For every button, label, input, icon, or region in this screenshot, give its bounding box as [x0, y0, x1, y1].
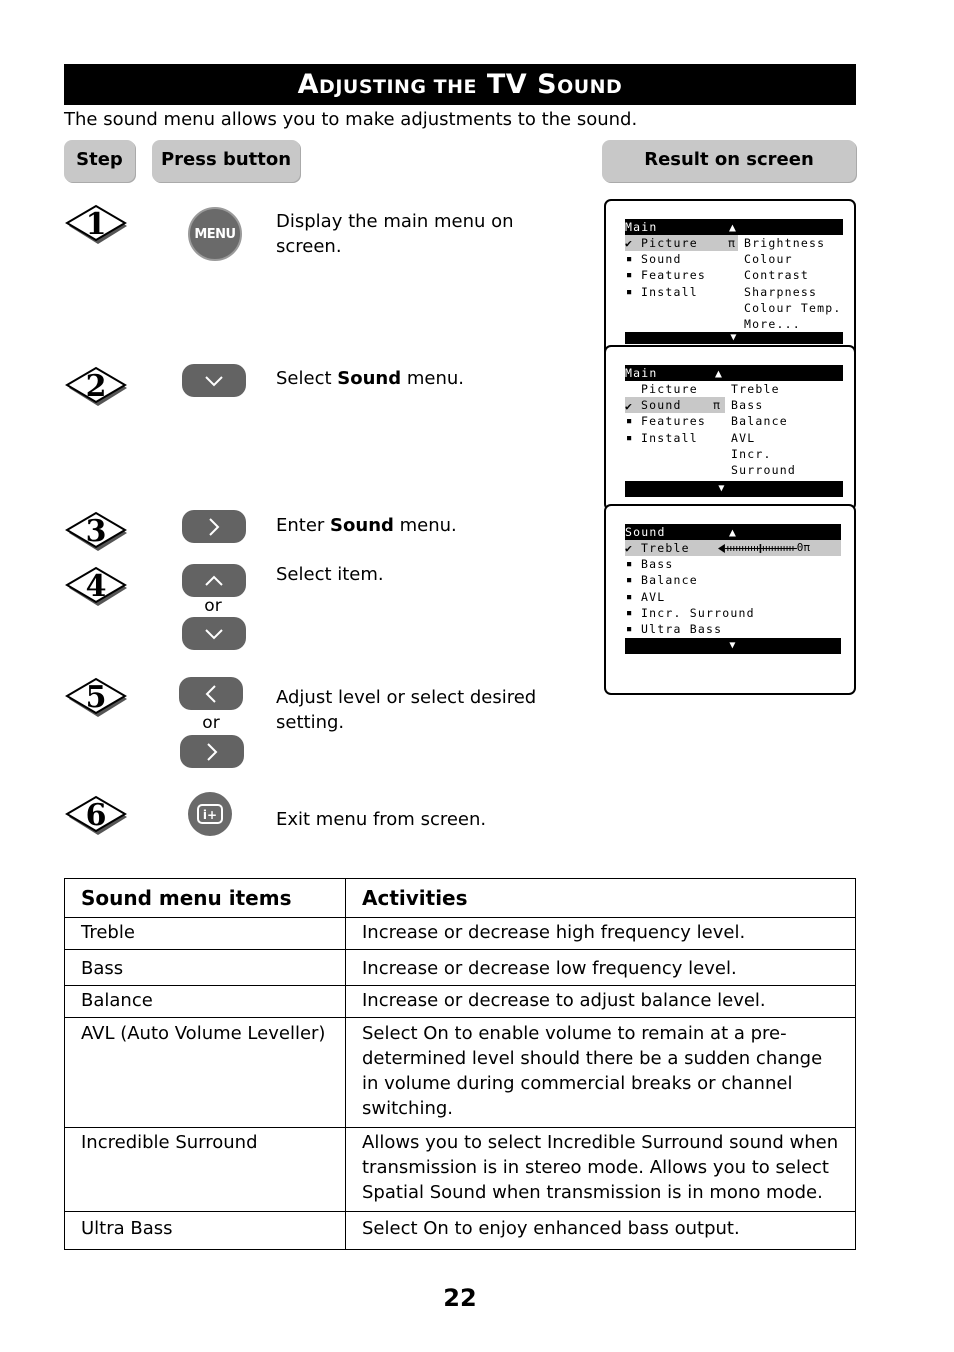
- right-button[interactable]: [182, 510, 246, 543]
- chevron-down-icon: [204, 628, 224, 640]
- table-row: [65, 1212, 856, 1250]
- osd-item: Contrast: [744, 268, 809, 283]
- menu-button[interactable]: MENU: [188, 207, 242, 261]
- osd-item: Picture: [641, 382, 698, 396]
- step-3-icon: [65, 511, 131, 551]
- osd-item: AVL: [731, 430, 756, 445]
- text: menu.: [401, 368, 464, 389]
- bullet-icon: ■: [627, 560, 633, 569]
- step-header: Step: [64, 140, 135, 182]
- osd-bullets: [627, 556, 632, 637]
- osd-item: More...: [744, 317, 801, 332]
- osd-title: Main: [625, 366, 658, 380]
- osd-item: Features: [641, 268, 706, 283]
- step-number: 6: [85, 798, 107, 833]
- intro-text: The sound menu allows you to make adjustments to the sound.: [64, 109, 638, 130]
- step-3-text: [276, 513, 576, 538]
- or-label: or: [202, 713, 220, 733]
- table-row: [65, 986, 856, 1018]
- text: Exit menu from screen.: [276, 809, 487, 830]
- bullet-icon: ■: [627, 576, 633, 585]
- table-cell: Allows you to select Incredible Surround sound when transmission is in stereo mode. Allows you to select Spatial Sound when transmission is in mono mode.: [346, 1128, 856, 1212]
- chevron-left-icon: [205, 684, 217, 704]
- osd-item: Ultra Bass: [641, 622, 723, 637]
- osd-body: [625, 235, 843, 332]
- table-cell: Balance: [65, 986, 346, 1018]
- table-header-cell: Sound menu items: [65, 879, 346, 918]
- title-part: OUND: [557, 76, 623, 98]
- text: Enter: [276, 515, 331, 536]
- check-icon: ✔: [625, 541, 634, 555]
- osd-left-list: [641, 235, 706, 300]
- down-button[interactable]: [182, 617, 246, 650]
- table-cell: AVL (Auto Volume Leveller): [65, 1018, 346, 1128]
- bullet-icon: ■: [627, 255, 633, 264]
- slider-track-icon: [718, 543, 809, 554]
- tv-screen-sound-menu: [604, 504, 856, 695]
- step-number: 4: [85, 569, 107, 604]
- step-5-icon: [65, 677, 131, 717]
- or-label: or: [204, 596, 222, 616]
- step-number: 5: [85, 680, 107, 715]
- submenu-arrow-icon: π: [803, 541, 810, 555]
- osd-item: Sound: [641, 252, 682, 267]
- osd-item: Colour: [744, 252, 793, 267]
- bullet-icon: ■: [627, 287, 633, 296]
- table-cell: Increase or decrease to adjust balance level.: [346, 986, 856, 1018]
- osd-item: Bass: [731, 398, 764, 413]
- up-arrow-icon: ▲: [729, 525, 738, 539]
- text: Adjust level or select desired setting.: [276, 687, 537, 733]
- table-cell: Bass: [65, 950, 346, 986]
- press-button-header: Press button: [152, 140, 300, 182]
- step-6-icon: [65, 795, 131, 835]
- sound-menu-items-table: [64, 878, 856, 1250]
- chevron-down-icon: [204, 375, 224, 387]
- text: Select: [276, 368, 338, 389]
- up-arrow-icon: ▲: [729, 220, 738, 234]
- page-number: 22: [443, 1284, 477, 1312]
- osd-item: Incr. Surround: [641, 605, 755, 620]
- osd-item: Balance: [641, 573, 698, 588]
- osd-header: [625, 365, 843, 381]
- tv-screen-main-sound: [604, 345, 856, 511]
- result-header: Result on screen: [602, 140, 856, 182]
- text: Sound: [330, 515, 394, 536]
- osd-menu: [625, 219, 843, 344]
- osd-item: Sound: [641, 398, 682, 413]
- slider-value: 0: [796, 541, 804, 555]
- right-button[interactable]: [180, 735, 244, 768]
- bullet-icon: ■: [627, 271, 633, 280]
- table-row: [65, 1018, 856, 1128]
- info-icon: [197, 804, 223, 824]
- chevron-up-icon: [204, 575, 224, 587]
- osd-header: [625, 219, 843, 235]
- osd-bullets: [627, 413, 632, 445]
- osd-item: Colour Temp.: [744, 300, 842, 315]
- text: menu.: [393, 515, 457, 536]
- step-5-text: [276, 685, 541, 735]
- osd-item: Sharpness: [744, 284, 818, 299]
- osd-item: Install: [641, 284, 698, 299]
- down-arrow-icon: ▼: [718, 483, 726, 494]
- table-row: [65, 950, 856, 986]
- title-part: A: [297, 69, 320, 100]
- table-cell: Treble: [65, 918, 346, 950]
- info-exit-button[interactable]: [188, 792, 232, 836]
- osd-title: Main: [625, 220, 658, 234]
- left-button[interactable]: [179, 677, 243, 710]
- table-header-cell: Activities: [346, 879, 856, 918]
- osd-menu: [625, 365, 843, 497]
- down-arrow-icon: ▼: [730, 332, 738, 343]
- bullet-icon: ■: [627, 592, 633, 601]
- table-cell: Ultra Bass: [65, 1212, 346, 1250]
- tv-screen-main-picture: [604, 199, 856, 358]
- step-1-text: [276, 209, 576, 259]
- table-row: [65, 918, 856, 950]
- submenu-arrow-icon: π: [713, 398, 722, 413]
- down-arrow-icon: ▼: [729, 640, 737, 651]
- osd-item: Treble: [641, 541, 690, 555]
- table-header-row: [65, 879, 856, 918]
- treble-slider[interactable]: [718, 543, 810, 554]
- step-4-icon: [65, 566, 131, 606]
- title-part: TV: [486, 69, 528, 100]
- table-cell: Incredible Surround: [65, 1128, 346, 1212]
- step-4-text: [276, 562, 576, 587]
- step-2-text: [276, 366, 576, 391]
- step-6-text: [276, 807, 576, 832]
- osd-item: Ultra Bass: [731, 479, 813, 494]
- up-button[interactable]: [182, 564, 246, 597]
- step-2-icon: [65, 366, 131, 406]
- osd-item: Features: [641, 414, 706, 429]
- osd-left-list: [641, 381, 706, 446]
- osd-right-list: [744, 235, 841, 332]
- osd-header: [625, 524, 841, 540]
- step-number: 3: [85, 514, 107, 549]
- step-number: 1: [85, 207, 107, 242]
- step-1-icon: [65, 204, 131, 244]
- text: Select item.: [276, 564, 384, 585]
- osd-item: Treble: [731, 382, 780, 396]
- osd-left-list: [641, 540, 755, 637]
- osd-footer: [625, 638, 841, 654]
- chevron-right-icon: [206, 742, 218, 762]
- chevron-right-icon: [208, 517, 220, 537]
- osd-item: AVL: [641, 589, 666, 604]
- osd-item: Bass: [641, 557, 674, 572]
- table-cell: Select On to enjoy enhanced bass output.: [346, 1212, 856, 1250]
- osd-title: Sound: [625, 525, 666, 539]
- table-cell: Increase or decrease high frequency level.: [346, 918, 856, 950]
- bullet-icon: ■: [627, 433, 633, 442]
- osd-item: Balance: [731, 414, 788, 429]
- check-icon: ✔: [625, 399, 634, 413]
- osd-item: Incr. Surround: [731, 446, 796, 478]
- osd-body: [625, 381, 843, 494]
- text: Sound: [337, 368, 402, 389]
- osd-item: Brightness: [744, 236, 826, 250]
- up-arrow-icon: ▲: [715, 366, 724, 380]
- osd-item: Picture: [641, 236, 698, 250]
- bullet-icon: ■: [627, 417, 633, 426]
- page-title: [64, 64, 856, 105]
- osd-item: Install: [641, 430, 698, 445]
- osd-footer: [625, 332, 843, 344]
- table-cell: Select On to enable volume to remain at a pre-determined level should there be a sudden change in volume during commercial breaks or channel switching.: [346, 1018, 856, 1128]
- check-icon: ✔: [625, 236, 634, 250]
- title-part: DJUSTING THE: [319, 76, 477, 98]
- bullet-icon: ■: [627, 625, 633, 633]
- osd-bullets: [627, 251, 632, 300]
- osd-right-list: [731, 381, 843, 494]
- submenu-arrow-icon: π: [728, 236, 737, 250]
- step-number: 2: [85, 369, 107, 404]
- osd-body: [625, 540, 841, 638]
- title-part: S: [537, 69, 558, 100]
- text: Display the main menu on screen.: [276, 211, 514, 257]
- info-label: i+: [202, 808, 218, 822]
- table-cell: Increase or decrease low frequency level.: [346, 950, 856, 986]
- table-row: [65, 1128, 856, 1212]
- osd-menu: [625, 524, 841, 654]
- bullet-icon: ■: [627, 608, 633, 617]
- down-button[interactable]: [182, 364, 246, 397]
